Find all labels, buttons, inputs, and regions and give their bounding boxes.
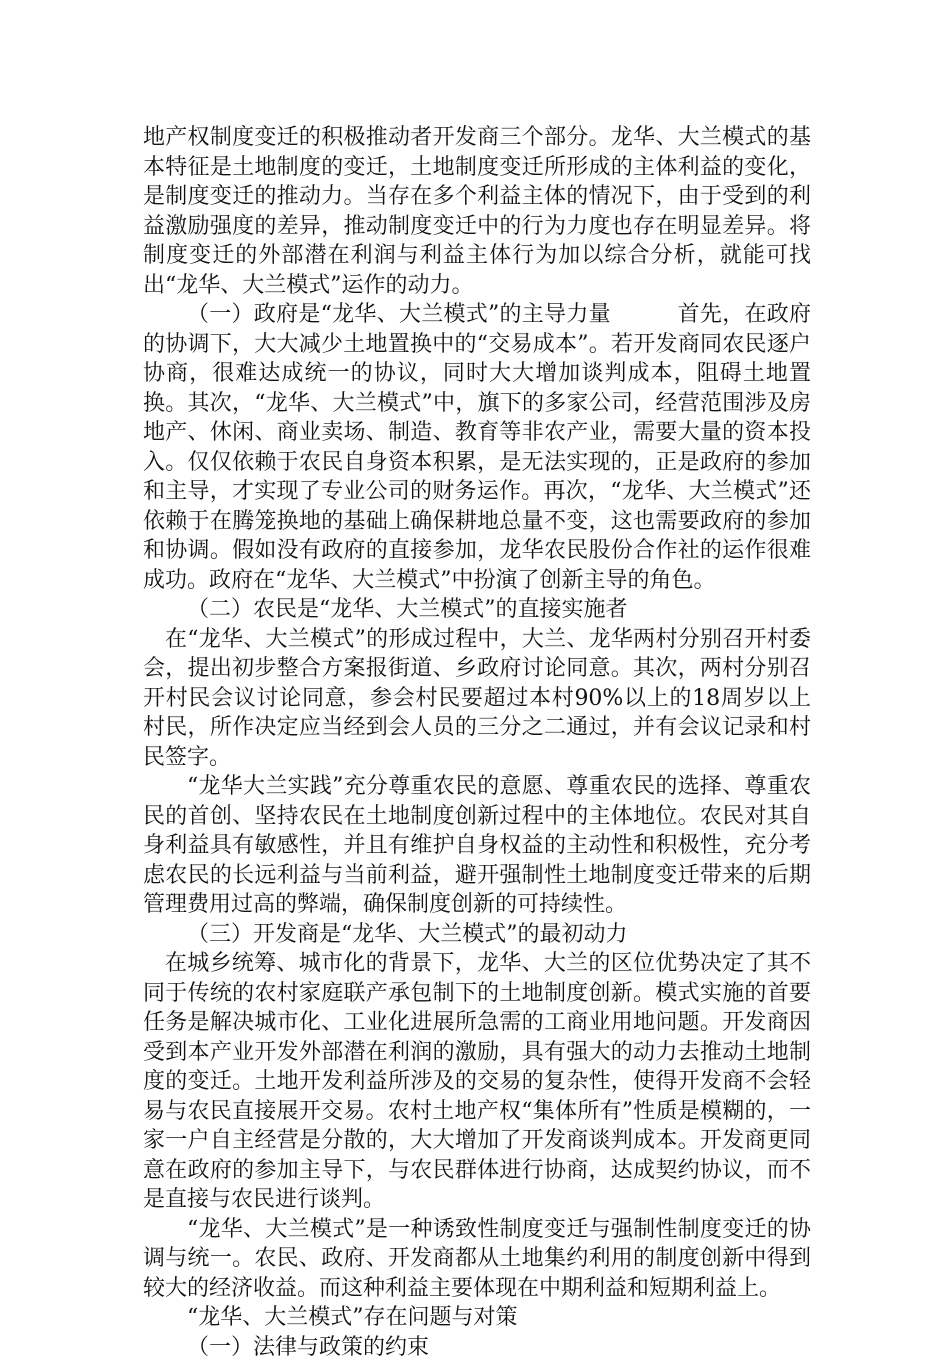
document-body — [143, 123, 811, 1362]
section-heading-law-policy: （一）法律与政策的约束 — [143, 1333, 811, 1362]
paragraph-developers-motivation: 在城乡统筹、城市化的背景下，龙华、大兰的区位优势决定了其不同于传统的农村家庭联产承包制下的土地制度创新。模式实施的首要任务是解决城市化、工业化进展所急需的工商业用地问题。开发商因受到本产业开发外部潜在利润的激励，具有强大的动力去推动土地制度的变迁。土地开发利益所涉及的交易的复杂性，使得开发商不会轻易与农民直接展开交易。农村土地产权“集体所有”性质是模糊的，一家一户自主经营是分散的，大大增加了开发商谈判成本。开发商更同意在政府的参加主导下，与农民群体进行协商，达成契约协议，而不是直接与农民进行谈判。 — [143, 949, 811, 1215]
paragraph-intro: 地产权制度变迁的积极推动者开发商三个部分。龙华、大兰模式的基本特征是土地制度的变迁，土地制度变迁所形成的主体利益的变化，是制度变迁的推动力。当存在多个利益主体的情况下，由于受到的利益激励强度的差异，推动制度变迁中的行为力度也存在明显差异。将制度变迁的外部潜在利润与利益主体行为加以综合分析，就能可找出“龙华、大兰模式”运作的动力。 — [143, 123, 811, 300]
section-heading-problems: “龙华、大兰模式”存在问题与对策 — [143, 1303, 811, 1333]
paragraph-model-summary: “龙华、大兰模式”是一种诱致性制度变迁与强制性制度变迁的协调与统一。农民、政府、开发商都从土地集约利用的制度创新中得到较大的经济收益。而这种利益主要体现在中期利益和短期利益上。 — [143, 1215, 811, 1304]
paragraph-farmers-process: 在“龙华、大兰模式”的形成过程中，大兰、龙华两村分别召开村委会，提出初步整合方案报街道、乡政府讨论同意。其次，两村分别召开村民会议讨论同意，参会村民要超过本村90%以上的18周岁以上村民，所作决定应当经到会人员的三分之二通过，并有会议记录和村民签字。 — [143, 625, 811, 773]
section-heading-farmers: （二）农民是“龙华、大兰模式”的直接实施者 — [143, 595, 811, 625]
paragraph-farmers-respect: “龙华大兰实践”充分尊重农民的意愿、尊重农民的选择、尊重农民的首创、坚持农民在土地制度创新过程中的主体地位。农民对其自身利益具有敏感性，并且有维护自身权益的主动性和积极性，充分考虑农民的长远利益与当前利益，避开强制性土地制度变迁带来的后期管理费用过高的弊端，确保制度创新的可持续性。 — [143, 772, 811, 920]
section-heading-developers: （三）开发商是“龙华、大兰模式”的最初动力 — [143, 920, 811, 950]
paragraph-government-role: （一）政府是“龙华、大兰模式”的主导力量 首先，在政府的协调下，大大减少土地置换中的“交易成本”。若开发商同农民逐户协商，很难达成统一的协议，同时大大增加谈判成本，阻碍土地置换。其次，“龙华、大兰模式”中，旗下的多家公司，经营范围涉及房地产、休闲、商业卖场、制造、教育等非农产业，需要大量的资本投入。仅仅依赖于农民自身资本积累，是无法实现的，正是政府的参加和主导，才实现了专业公司的财务运作。再次，“龙华、大兰模式”还依赖于在腾笼换地的基础上确保耕地总量不变，这也需要政府的参加和协调。假如没有政府的直接参加，龙华农民股份合作社的运作很难成功。政府在“龙华、大兰模式”中扮演了创新主导的角色。 — [143, 300, 811, 595]
